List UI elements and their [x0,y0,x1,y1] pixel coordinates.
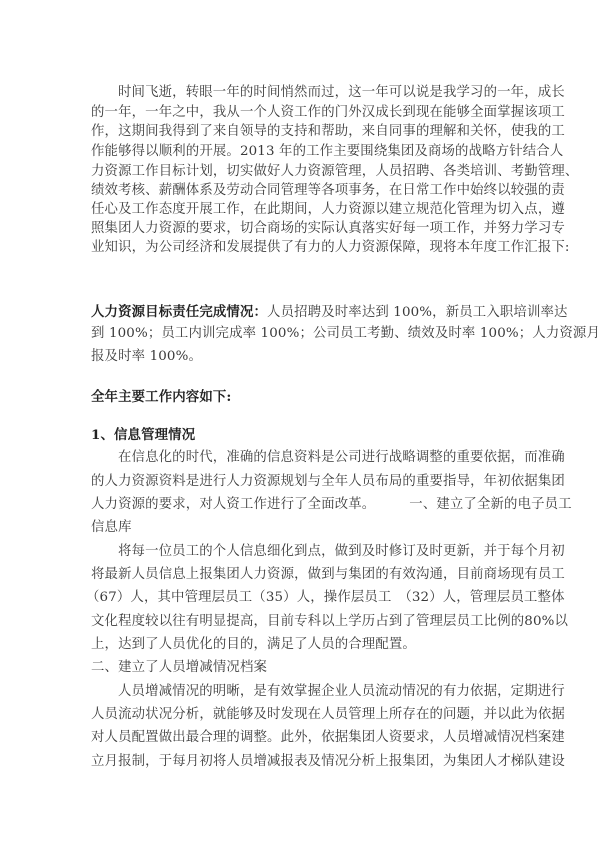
intro-line: 任心及工作态度开展工作，在此期间，人力资源以建立规范化管理为切入点，遵 [91,202,565,217]
section-line: 文化程度较以往有明显提高，目前专科以上学历占到了管理层员工比例的80%以 [91,614,569,629]
intro-line: 的一年，一年之中，我从一个人资工作的门外汉成长到现在能够全面掌握该项工 [91,105,565,120]
intro-line: 照集团人力资源的要求，切合商场的实际认真落实好每一项工作，并努力学习专 [91,221,565,236]
intro-line: 时间飞逝，转眼一年的时间悄然而过，这一年可以说是我学习的一年，成长 [118,85,565,100]
target-line: 报及时率 100%。 [91,349,202,364]
section-line: （67）人，其中管理层员工（35）人，操作层员工 （32）人，管理层员工整体 [86,590,565,605]
target-label: 人力资源目标责任完成情况： [91,304,268,320]
intro-line: 作，这期间我得到了来自领导的支持和帮助，来自同事的理解和关怀，使我的工 [91,124,565,139]
intro-line: 绩效考核、薪酬体系及劳动合同管理等各项事务，在日常工作中始终以较强的责 [91,183,565,198]
section-heading: 1、信息管理情况 [91,427,196,443]
intro-line: 作能够得以顺利的开展。2013 年的工作主要围绕集团及商场的战略方针结合人 [91,144,564,159]
target-text: 人员招聘及时率达到 100%，新员工入职培训率达 [267,305,568,320]
section-line: 立月报制，于每月初将人员增减报表及情况分析上报集团，为集团人才梯队建设 [91,754,565,769]
intro-line: 力资源工作目标计划，切实做好人力资源管理，人员招聘、各类培训、考勤管理、 [91,164,579,179]
section-line: 将最新人员信息上报集团人力资源，做到与集团的有效沟通，目前商场现有员工 [91,567,565,582]
target-summary-line [91,302,568,323]
subsection-heading: 二、建立了人员增减情况档案 [91,660,268,675]
section-line: 对人员配置做出最合理的调整。此外，依据集团人资要求，人员增减情况档案建 [91,730,565,745]
intro-line: 业知识，为公司经济和发展提供了有力的人力资源保障，现将本年度工作汇报下: [91,240,570,255]
target-line: 到 100%；员工内训完成率 100%；公司员工考勤、绩效及时率 100%；人力资源月 [91,326,600,341]
section-line: 人员流动状况分析，就能够及时发现在人员管理上所存在的问题，并以此为依据 [91,707,565,722]
section-line: 的人力资源资料是进行人力资源规划与全年人员布局的重要指导，年初依据集团 [91,474,565,489]
section-line: 上，达到了人员优化的目的，满足了人员的合理配置。 [91,637,416,652]
section-line: 在信息化的时代，准确的信息资料是公司进行战略调整的重要依据，而准确 [118,450,565,465]
section-line: 人力资源的要求，对人资工作进行了全面改革。 一、建立了全新的电子员工 [91,497,572,512]
section-line: 人员增减情况的明晰，是有效掌握企业人员流动情况的有力依据，定期进行 [118,684,565,699]
section-line: 信息库 [91,520,132,535]
main-heading: 全年主要工作内容如下: [91,389,232,405]
section-line: 将每一位员工的个人信息细化到点，做到及时修订及时更新，并于每个月初 [118,544,565,559]
